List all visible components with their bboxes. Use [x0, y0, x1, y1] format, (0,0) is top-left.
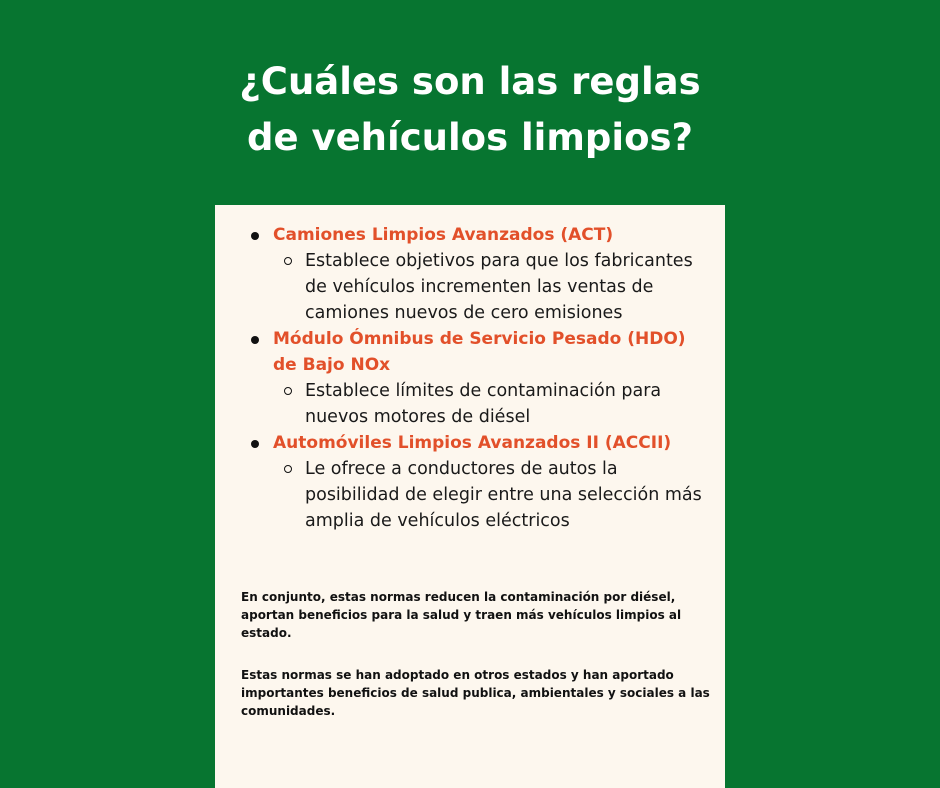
rule-description [305, 248, 713, 326]
summary-paragraph-2: Estas normas se han adoptado en otros estados y han aportado importantes beneficios de salud publica, ambientales y sociales a las comunidades. [241, 668, 710, 718]
rules-list [273, 222, 713, 534]
circle-bullet-icon [284, 257, 292, 265]
bullet-icon [251, 336, 259, 344]
rule-item-accii [273, 430, 713, 534]
circle-bullet-icon [284, 465, 292, 473]
bullet-icon [251, 440, 259, 448]
rule-description [305, 456, 713, 534]
rule-description-text: Le ofrece a conductores de autos la posibilidad de elegir entre una selección más amplia de vehículos eléctricos [305, 459, 702, 531]
rule-title: Camiones Limpios Avanzados (ACT) [273, 225, 614, 245]
page-title-line-1: ¿Cuáles son las reglas [239, 60, 701, 103]
content-card [215, 205, 725, 788]
bullet-icon [251, 232, 259, 240]
circle-bullet-icon [284, 387, 292, 395]
page-title-line-2: de vehículos limpios? [247, 116, 693, 159]
page-title [0, 54, 940, 166]
summary-paragraph-1: En conjunto, estas normas reducen la contaminación por diésel, aportan beneficios para la salud y traen más vehículos limpios al estado. [241, 590, 682, 640]
rule-description [305, 378, 713, 430]
rule-description-text: Establece límites de contaminación para nuevos motores de diésel [305, 381, 662, 427]
rule-item-hdo [273, 326, 713, 430]
rule-description-text: Establece objetivos para que los fabricantes de vehículos incrementen las ventas de camiones nuevos de cero emisiones [305, 251, 693, 323]
rule-title: Módulo Ómnibus de Servicio Pesado (HDO) de Bajo NOx [273, 329, 686, 375]
rule-item-act [273, 222, 713, 326]
rule-title: Automóviles Limpios Avanzados II (ACCII) [273, 433, 672, 453]
